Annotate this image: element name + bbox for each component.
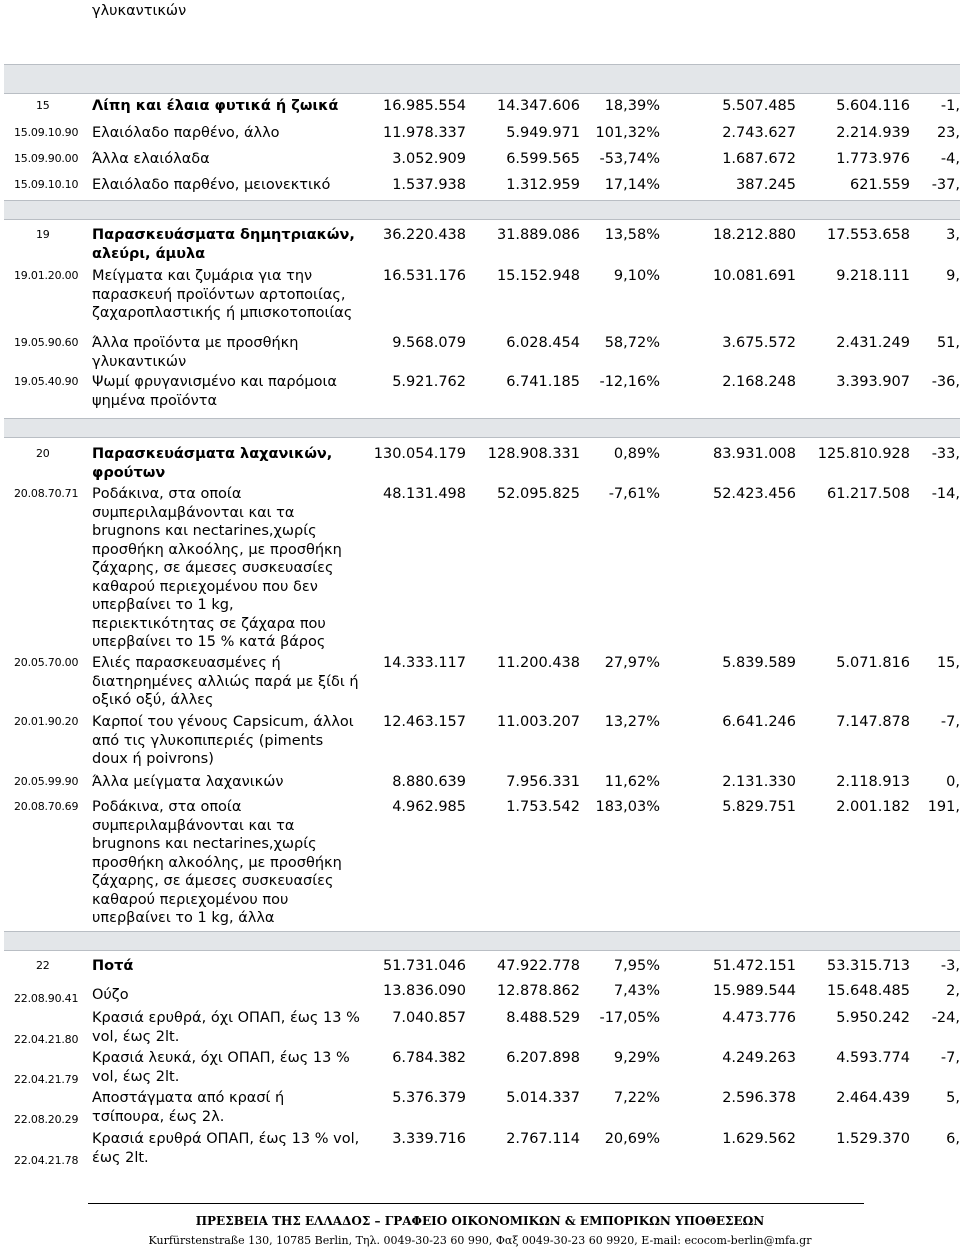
value-cell: 1.537.938 bbox=[392, 177, 466, 193]
percent-cell: 7,95% bbox=[613, 958, 660, 974]
value-cell: 36.220.438 bbox=[382, 227, 466, 243]
percent-cell: -1, bbox=[940, 98, 960, 114]
value-cell: 1.529.370 bbox=[836, 1131, 910, 1147]
value-cell: 1.687.672 bbox=[722, 151, 796, 167]
percent-cell: 5, bbox=[946, 1090, 960, 1106]
section-band bbox=[4, 200, 960, 220]
percent-cell: -7, bbox=[940, 1050, 960, 1066]
product-code: 19.05.40.90 bbox=[14, 375, 79, 388]
percent-cell: 23, bbox=[936, 125, 960, 141]
product-description: Ούζο bbox=[92, 987, 129, 1003]
percent-cell: -12,16% bbox=[599, 374, 660, 390]
product-code: 20.08.70.69 bbox=[14, 800, 79, 813]
percent-cell: -7,61% bbox=[608, 486, 660, 502]
value-cell: 7.956.331 bbox=[506, 774, 580, 790]
value-cell: 9.568.079 bbox=[392, 335, 466, 351]
percent-cell: -53,74% bbox=[599, 151, 660, 167]
percent-cell: 11,62% bbox=[604, 774, 660, 790]
value-cell: 2.767.114 bbox=[506, 1131, 580, 1147]
value-cell: 47.922.778 bbox=[496, 958, 580, 974]
value-cell: 6.028.454 bbox=[506, 335, 580, 351]
value-cell: 5.950.242 bbox=[836, 1010, 910, 1026]
value-cell: 2.464.439 bbox=[836, 1090, 910, 1106]
product-description: Αποστάγματα από κρασί ή τσίπουρα, έως 2λ. bbox=[92, 1090, 285, 1125]
value-cell: 5.507.485 bbox=[722, 98, 796, 114]
product-code: 19.05.90.60 bbox=[14, 336, 79, 349]
percent-cell: 7,43% bbox=[613, 983, 660, 999]
percent-cell: 191, bbox=[927, 799, 960, 815]
value-cell: 5.949.971 bbox=[506, 125, 580, 141]
product-description: Κρασιά λευκά, όχι ΟΠΑΠ, έως 13 % vol, έως 2lt. bbox=[92, 1050, 350, 1085]
product-code: 19.01.20.00 bbox=[14, 269, 79, 282]
value-cell: 4.473.776 bbox=[722, 1010, 796, 1026]
value-cell: 2.214.939 bbox=[836, 125, 910, 141]
percent-cell: -37, bbox=[931, 177, 960, 193]
percent-cell: -36, bbox=[931, 374, 960, 390]
percent-cell: 9, bbox=[946, 268, 960, 284]
product-code: 20.05.70.00 bbox=[14, 656, 79, 669]
percent-cell: 7,22% bbox=[613, 1090, 660, 1106]
value-cell: 83.931.008 bbox=[712, 446, 796, 462]
value-cell: 15.152.948 bbox=[496, 268, 580, 284]
value-cell: 4.962.985 bbox=[392, 799, 466, 815]
product-code: 15.09.90.00 bbox=[14, 152, 79, 165]
group-title: Λίπη και έλαια φυτικά ή ζωικά bbox=[92, 98, 339, 114]
value-cell: 51.731.046 bbox=[382, 958, 466, 974]
value-cell: 6.741.185 bbox=[506, 374, 580, 390]
value-cell: 2.001.182 bbox=[836, 799, 910, 815]
percent-cell: 3, bbox=[946, 227, 960, 243]
section-band bbox=[4, 931, 960, 951]
percent-cell: -17,05% bbox=[599, 1010, 660, 1026]
value-cell: 6.207.898 bbox=[506, 1050, 580, 1066]
percent-cell: 0,89% bbox=[613, 446, 660, 462]
value-cell: 11.003.207 bbox=[496, 714, 580, 730]
percent-cell: 9,29% bbox=[613, 1050, 660, 1066]
value-cell: 1.312.959 bbox=[506, 177, 580, 193]
group-code: 20 bbox=[36, 447, 50, 460]
value-cell: 8.880.639 bbox=[392, 774, 466, 790]
percent-cell: 18,39% bbox=[604, 98, 660, 114]
value-cell: 18.212.880 bbox=[712, 227, 796, 243]
group-title: Παρασκευάσματα δημητριακών, αλεύρι, άμυλα bbox=[92, 227, 355, 262]
product-code: 20.05.99.90 bbox=[14, 775, 79, 788]
percent-cell: 0, bbox=[946, 774, 960, 790]
value-cell: 15.648.485 bbox=[826, 983, 910, 999]
value-cell: 10.081.691 bbox=[712, 268, 796, 284]
percent-cell: 6, bbox=[946, 1131, 960, 1147]
value-cell: 14.347.606 bbox=[496, 98, 580, 114]
product-code: 22.08.90.41 bbox=[14, 992, 79, 1005]
continued-text: γλυκαντικών bbox=[92, 3, 187, 19]
value-cell: 7.040.857 bbox=[392, 1010, 466, 1026]
product-description: Ροδάκινα, στα οποία συμπεριλαμβάνονται και τα brugnons και nectarines,χωρίς προσθήκη αλκοόλης, με προσθήκη ζάχαρης, σε άμεσες συσκευασίες καθαρού περιεχομένου που υπερβαίνει το 1 kg, άλλα bbox=[92, 799, 342, 926]
value-cell: 1.753.542 bbox=[506, 799, 580, 815]
percent-cell: 13,58% bbox=[604, 227, 660, 243]
percent-cell: 58,72% bbox=[604, 335, 660, 351]
value-cell: 621.559 bbox=[850, 177, 910, 193]
percent-cell: -14, bbox=[931, 486, 960, 502]
value-cell: 53.315.713 bbox=[826, 958, 910, 974]
value-cell: 5.071.816 bbox=[836, 655, 910, 671]
product-description: Άλλα ελαιόλαδα bbox=[92, 151, 210, 167]
product-description: Ψωμί φρυγανισμένο και παρόμοια ψημένα προϊόντα bbox=[92, 374, 337, 409]
value-cell: 7.147.878 bbox=[836, 714, 910, 730]
percent-cell: -4, bbox=[940, 151, 960, 167]
section-band bbox=[4, 64, 960, 94]
percent-cell: -24, bbox=[931, 1010, 960, 1026]
product-code: 20.01.90.20 bbox=[14, 715, 79, 728]
percent-cell: 17,14% bbox=[604, 177, 660, 193]
value-cell: 52.095.825 bbox=[496, 486, 580, 502]
value-cell: 130.054.179 bbox=[373, 446, 466, 462]
value-cell: 5.604.116 bbox=[836, 98, 910, 114]
product-description: Άλλα μείγματα λαχανικών bbox=[92, 774, 284, 790]
percent-cell: 2, bbox=[946, 983, 960, 999]
value-cell: 4.249.263 bbox=[722, 1050, 796, 1066]
value-cell: 387.245 bbox=[736, 177, 796, 193]
product-description: Κρασιά ερυθρά, όχι ΟΠΑΠ, έως 13 % vol, έως 2lt. bbox=[92, 1010, 360, 1045]
value-cell: 14.333.117 bbox=[382, 655, 466, 671]
value-cell: 11.978.337 bbox=[382, 125, 466, 141]
value-cell: 5.014.337 bbox=[506, 1090, 580, 1106]
product-description: Κρασιά ερυθρά ΟΠΑΠ, έως 13 % vol, έως 2lt. bbox=[92, 1131, 360, 1166]
value-cell: 61.217.508 bbox=[826, 486, 910, 502]
percent-cell: 20,69% bbox=[604, 1131, 660, 1147]
product-description: Μείγματα και ζυμάρια για την παρασκευή προϊόντων αρτοποιίας, ζαχαροπλαστικής ή μπισκοτοποιίας bbox=[92, 268, 353, 321]
value-cell: 2.118.913 bbox=[836, 774, 910, 790]
product-description: Ελιές παρασκευασμένες ή διατηρημένες αλλιώς παρά με ξίδι ή οξικό οξύ, άλλες bbox=[92, 655, 359, 708]
value-cell: 52.423.456 bbox=[712, 486, 796, 502]
product-description: Ελαιόλαδο παρθένο, μειονεκτικό bbox=[92, 177, 331, 193]
group-title: Παρασκευάσματα λαχανικών, φρούτων bbox=[92, 446, 333, 481]
value-cell: 15.989.544 bbox=[712, 983, 796, 999]
group-code: 22 bbox=[36, 959, 50, 972]
footer-organization: ΠΡΕΣΒΕΙΑ ΤΗΣ ΕΛΛΑΔΟΣ – ΓΡΑΦΕΙΟ ΟΙΚΟΝΟΜΙΚΩΝ & ΕΜΠΟΡΙΚΩΝ ΥΠΟΘΕΣΕΩΝ bbox=[195, 1214, 765, 1228]
percent-cell: 183,03% bbox=[595, 799, 660, 815]
value-cell: 12.463.157 bbox=[382, 714, 466, 730]
value-cell: 5.839.589 bbox=[722, 655, 796, 671]
value-cell: 3.339.716 bbox=[392, 1131, 466, 1147]
value-cell: 17.553.658 bbox=[826, 227, 910, 243]
footer-contact: Kurfürstenstraße 130, 10785 Berlin, Τηλ. 0049-30-23 60 990, Φαξ 0049-30-23 60 9920, E-mail: ecocom-berlin@mfa.gr bbox=[148, 1234, 812, 1247]
value-cell: 16.531.176 bbox=[382, 268, 466, 284]
percent-cell: 51, bbox=[936, 335, 960, 351]
footer-divider bbox=[88, 1203, 864, 1204]
product-code: 22.04.21.79 bbox=[14, 1073, 79, 1086]
product-description: Ελαιόλαδο παρθένο, άλλο bbox=[92, 125, 280, 141]
group-code: 15 bbox=[36, 99, 50, 112]
value-cell: 2.596.378 bbox=[722, 1090, 796, 1106]
value-cell: 6.641.246 bbox=[722, 714, 796, 730]
value-cell: 1.773.976 bbox=[836, 151, 910, 167]
value-cell: 31.889.086 bbox=[496, 227, 580, 243]
value-cell: 12.878.862 bbox=[496, 983, 580, 999]
value-cell: 3.393.907 bbox=[836, 374, 910, 390]
value-cell: 13.836.090 bbox=[382, 983, 466, 999]
value-cell: 5.829.751 bbox=[722, 799, 796, 815]
value-cell: 8.488.529 bbox=[506, 1010, 580, 1026]
product-description: Ροδάκινα, στα οποία συμπεριλαμβάνονται και τα brugnons και nectarines,χωρίς προσθήκη αλκοόλης, με προσθήκη ζάχαρης, σε άμεσες συσκευασίες καθαρού περιεχομένου που δεν υπερβαίνει το 1 kg, περιεκτικότητας σε ζάχαρα που υπερβαίνει το 15 % κατά βάρος bbox=[92, 486, 342, 650]
group-code: 19 bbox=[36, 228, 50, 241]
value-cell: 2.743.627 bbox=[722, 125, 796, 141]
value-cell: 5.921.762 bbox=[392, 374, 466, 390]
product-description: Καρποί του γένους Capsicum, άλλοι από τις γλυκοπιπεριές (piments doux ή poivrons) bbox=[92, 714, 354, 767]
value-cell: 1.629.562 bbox=[722, 1131, 796, 1147]
value-cell: 2.431.249 bbox=[836, 335, 910, 351]
value-cell: 6.599.565 bbox=[506, 151, 580, 167]
product-code: 22.04.21.80 bbox=[14, 1033, 79, 1046]
percent-cell: 13,27% bbox=[604, 714, 660, 730]
product-code: 22.08.20.29 bbox=[14, 1113, 79, 1126]
product-description: Άλλα προϊόντα με προσθήκη γλυκαντικών bbox=[92, 335, 299, 370]
product-code: 20.08.70.71 bbox=[14, 487, 79, 500]
value-cell: 3.052.909 bbox=[392, 151, 466, 167]
value-cell: 11.200.438 bbox=[496, 655, 580, 671]
percent-cell: 101,32% bbox=[595, 125, 660, 141]
percent-cell: -33, bbox=[931, 446, 960, 462]
percent-cell: -3, bbox=[940, 958, 960, 974]
value-cell: 128.908.331 bbox=[487, 446, 580, 462]
value-cell: 9.218.111 bbox=[836, 268, 910, 284]
value-cell: 4.593.774 bbox=[836, 1050, 910, 1066]
value-cell: 125.810.928 bbox=[817, 446, 910, 462]
value-cell: 48.131.498 bbox=[382, 486, 466, 502]
value-cell: 5.376.379 bbox=[392, 1090, 466, 1106]
product-code: 22.04.21.78 bbox=[14, 1154, 79, 1167]
percent-cell: -7, bbox=[940, 714, 960, 730]
percent-cell: 27,97% bbox=[604, 655, 660, 671]
value-cell: 6.784.382 bbox=[392, 1050, 466, 1066]
percent-cell: 9,10% bbox=[613, 268, 660, 284]
value-cell: 16.985.554 bbox=[382, 98, 466, 114]
value-cell: 3.675.572 bbox=[722, 335, 796, 351]
section-band bbox=[4, 418, 960, 438]
product-code: 15.09.10.10 bbox=[14, 178, 79, 191]
group-title: Ποτά bbox=[92, 958, 134, 974]
value-cell: 2.131.330 bbox=[722, 774, 796, 790]
percent-cell: 15, bbox=[936, 655, 960, 671]
value-cell: 2.168.248 bbox=[722, 374, 796, 390]
value-cell: 51.472.151 bbox=[712, 958, 796, 974]
product-code: 15.09.10.90 bbox=[14, 126, 79, 139]
